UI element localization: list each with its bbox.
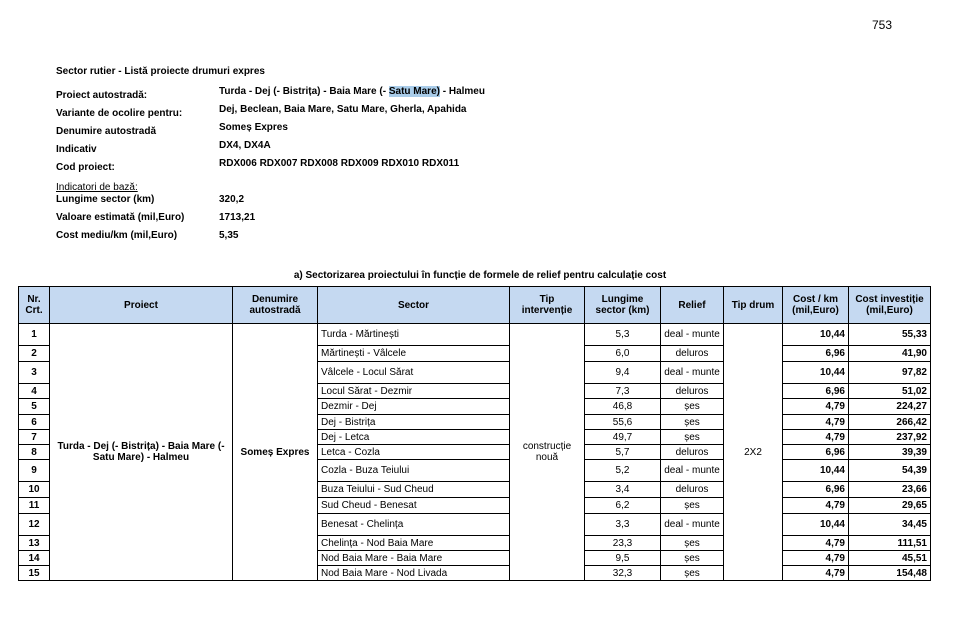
cell-lungime: 6,2 <box>585 498 661 514</box>
cell-relief: deal - munte <box>661 362 724 384</box>
cell-relief: deal - munte <box>661 460 724 482</box>
col-header-tip-interventie: Tip intervenție <box>510 287 585 324</box>
cell-lungime: 49,7 <box>585 430 661 445</box>
cell-cost-investitie: 41,90 <box>849 346 931 362</box>
cell-relief: șes <box>661 536 724 551</box>
cell-cost-investitie: 29,65 <box>849 498 931 514</box>
field-value: Dej, Beclean, Baia Mare, Satu Mare, Gherla, Apahida <box>219 104 467 115</box>
cell-cost-investitie: 266,42 <box>849 415 931 430</box>
cell-cost-investitie: 224,27 <box>849 399 931 415</box>
cell-cost-investitie: 54,39 <box>849 460 931 482</box>
cell-nr: 3 <box>19 362 50 384</box>
indicator-label: Lungime sector (km) <box>56 194 155 205</box>
cell-lungime: 6,0 <box>585 346 661 362</box>
cell-lungime: 7,3 <box>585 384 661 399</box>
cell-cost-km: 4,79 <box>783 536 849 551</box>
cell-sector: Letca - Cozla <box>318 445 510 460</box>
cell-tip-drum: 2X2 <box>724 324 783 581</box>
cell-relief: deluros <box>661 346 724 362</box>
field-label: Variante de ocolire pentru: <box>56 108 183 119</box>
cell-cost-investitie: 237,92 <box>849 430 931 445</box>
cell-cost-km: 6,96 <box>783 384 849 399</box>
col-header-nr: Nr. Crt. <box>19 287 50 324</box>
cell-sector: Locul Sărat - Dezmir <box>318 384 510 399</box>
cell-sector: Dezmir - Dej <box>318 399 510 415</box>
cell-lungime: 9,5 <box>585 551 661 566</box>
cell-lungime: 9,4 <box>585 362 661 384</box>
cell-lungime: 3,3 <box>585 514 661 536</box>
field-value: DX4, DX4A <box>219 140 271 151</box>
cell-lungime: 5,7 <box>585 445 661 460</box>
field-label: Indicativ <box>56 144 97 155</box>
cell-nr: 1 <box>19 324 50 346</box>
cell-relief: șes <box>661 566 724 581</box>
cell-cost-km: 6,96 <box>783 482 849 498</box>
cell-cost-km: 4,79 <box>783 498 849 514</box>
cell-lungime: 23,3 <box>585 536 661 551</box>
cell-relief: deluros <box>661 482 724 498</box>
cell-nr: 6 <box>19 415 50 430</box>
indicator-value: 320,2 <box>219 194 245 205</box>
cell-cost-km: 4,79 <box>783 399 849 415</box>
indicator-label: Cost mediu/km (mil,Euro) <box>56 230 178 241</box>
cell-nr: 12 <box>19 514 50 536</box>
field-label: Cod proiect: <box>56 162 115 173</box>
field-label: Denumire autostradă <box>56 126 157 137</box>
field-value: Someș Expres <box>219 122 288 133</box>
cell-relief: șes <box>661 551 724 566</box>
cell-nr: 2 <box>19 346 50 362</box>
cell-cost-investitie: 154,48 <box>849 566 931 581</box>
field-value: RDX006 RDX007 RDX008 RDX009 RDX010 RDX011 <box>219 158 460 169</box>
indicator-value: 5,35 <box>219 230 239 241</box>
cell-relief: șes <box>661 498 724 514</box>
cell-sector: Nod Baia Mare - Nod Livada <box>318 566 510 581</box>
cell-sector: Cozla - Buza Teiului <box>318 460 510 482</box>
cell-cost-investitie: 39,39 <box>849 445 931 460</box>
cell-sector: Dej - Letca <box>318 430 510 445</box>
cell-nr: 7 <box>19 430 50 445</box>
value-part: Turda - Dej (- Bistrița) - Baia Mare (- <box>219 86 389 97</box>
cell-cost-investitie: 97,82 <box>849 362 931 384</box>
cell-cost-investitie: 111,51 <box>849 536 931 551</box>
cell-relief: șes <box>661 415 724 430</box>
field-value <box>219 86 485 97</box>
section-title: Sector rutier - Listă proiecte drumuri expres <box>56 66 265 77</box>
cell-nr: 9 <box>19 460 50 482</box>
cell-cost-km: 6,96 <box>783 346 849 362</box>
cell-nr: 8 <box>19 445 50 460</box>
cell-cost-investitie: 55,33 <box>849 324 931 346</box>
cell-cost-investitie: 45,51 <box>849 551 931 566</box>
cell-cost-km: 6,96 <box>783 445 849 460</box>
cell-cost-investitie: 23,66 <box>849 482 931 498</box>
cell-lungime: 3,4 <box>585 482 661 498</box>
cell-tip-interventie: construcție nouă <box>510 324 585 581</box>
cell-lungime: 46,8 <box>585 399 661 415</box>
col-header-cost-km: Cost / km (mil,Euro) <box>783 287 849 324</box>
col-header-proiect: Proiect <box>50 287 233 324</box>
table-title: a) Sectorizarea proiectului în funcție de formele de relief pentru calculație cost <box>293 270 667 281</box>
cell-cost-km: 10,44 <box>783 362 849 384</box>
col-header-cost-investitie: Cost investiție (mil,Euro) <box>849 287 931 324</box>
cell-nr: 15 <box>19 566 50 581</box>
cell-relief: deluros <box>661 384 724 399</box>
cell-nr: 11 <box>19 498 50 514</box>
cell-cost-km: 4,79 <box>783 415 849 430</box>
cell-proiect: Turda - Dej (- Bistrița) - Baia Mare (- Satu Mare) - Halmeu <box>50 324 233 581</box>
indicator-label: Valoare estimată (mil,Euro) <box>56 212 185 223</box>
cell-relief: deal - munte <box>661 514 724 536</box>
cell-sector: Benesat - Chelința <box>318 514 510 536</box>
cell-cost-investitie: 34,45 <box>849 514 931 536</box>
cell-relief: șes <box>661 399 724 415</box>
col-header-relief: Relief <box>661 287 724 324</box>
table-header-row <box>19 287 931 324</box>
indicator-value: 1713,21 <box>219 212 256 223</box>
field-label: Proiect autostradă: <box>56 90 148 101</box>
highlighted-text[interactable]: Satu Mare) <box>388 86 440 97</box>
cell-cost-km: 10,44 <box>783 460 849 482</box>
col-header-sector: Sector <box>318 287 510 324</box>
cell-nr: 5 <box>19 399 50 415</box>
cell-relief: șes <box>661 430 724 445</box>
cell-sector: Mărtinești - Vâlcele <box>318 346 510 362</box>
sector-table <box>18 286 931 581</box>
col-header-tip-drum: Tip drum <box>724 287 783 324</box>
cell-relief: deal - munte <box>661 324 724 346</box>
value-part: - Halmeu <box>439 86 485 97</box>
cell-sector: Turda - Mărtinești <box>318 324 510 346</box>
cell-relief: deluros <box>661 445 724 460</box>
col-header-denumire: Denumire autostradă <box>233 287 318 324</box>
cell-nr: 14 <box>19 551 50 566</box>
cell-cost-km: 4,79 <box>783 551 849 566</box>
cell-lungime: 32,3 <box>585 566 661 581</box>
cell-sector: Dej - Bistrița <box>318 415 510 430</box>
cell-cost-km: 10,44 <box>783 514 849 536</box>
cell-lungime: 5,2 <box>585 460 661 482</box>
cell-nr: 13 <box>19 536 50 551</box>
cell-sector: Sud Cheud - Benesat <box>318 498 510 514</box>
cell-cost-investitie: 51,02 <box>849 384 931 399</box>
cell-sector: Vâlcele - Locul Sărat <box>318 362 510 384</box>
cell-lungime: 55,6 <box>585 415 661 430</box>
indicators-heading: Indicatori de bază: <box>56 182 138 193</box>
cell-cost-km: 10,44 <box>783 324 849 346</box>
cell-sector: Chelința - Nod Baia Mare <box>318 536 510 551</box>
cell-denumire: Someș Expres <box>233 324 318 581</box>
page-number: 753 <box>872 18 893 32</box>
cell-cost-km: 4,79 <box>783 430 849 445</box>
cell-sector: Buza Teiului - Sud Cheud <box>318 482 510 498</box>
table-row <box>19 324 931 346</box>
col-header-lungime: Lungime sector (km) <box>585 287 661 324</box>
cell-nr: 4 <box>19 384 50 399</box>
cell-lungime: 5,3 <box>585 324 661 346</box>
cell-sector: Nod Baia Mare - Baia Mare <box>318 551 510 566</box>
cell-nr: 10 <box>19 482 50 498</box>
cell-cost-km: 4,79 <box>783 566 849 581</box>
